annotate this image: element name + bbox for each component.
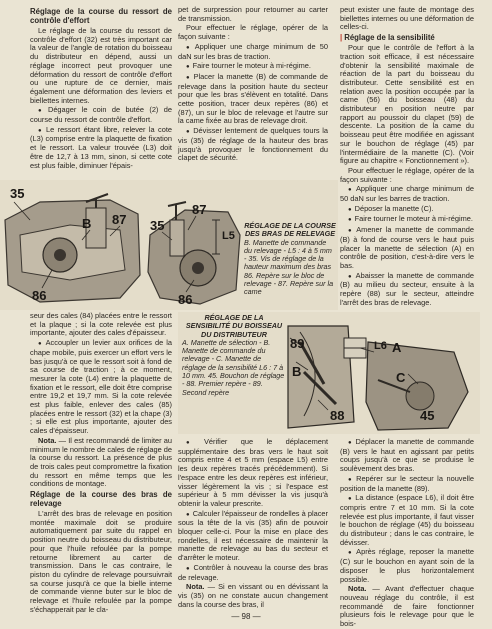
callout-label: 35: [10, 186, 25, 201]
figure-caption: [182, 314, 286, 397]
bullet-item: ● Calculer l'épaisseur de rondelles à placer sous la tête de la vis (35) afin de pouvoir bloquer celle-ci. Pour la mise en place des rondelles, il est nécessaire de maintenir la manette de relevage au bas du secteur et d'arrêter le moteur.: [178, 510, 328, 563]
paragraph: Pour effectuer le réglage, opérer de la façon suivante :: [178, 23, 328, 42]
callout-label: 86: [178, 292, 193, 307]
left-column-bottom: [30, 311, 172, 614]
bullet-item: ● Placer la manette (B) de commande de relevage dans la position haute du secteur pour que les bras s'élèvent en totalité. Dans cette position, tracer deux repères (86) et (87), un sur le bloc de relevage et l'autre sur la came fixée au bras de relevage droit.: [178, 73, 328, 126]
bullet-item: ● Faire tourner le moteur à mi-régime.: [340, 215, 474, 225]
callout-label: 87: [112, 212, 127, 227]
paragraph: Le réglage de la course du ressort de contrôle d'effort (32) est très important car la valeur de l'angle de rotation du boisseau du distributeur en dépend, aussi un réglage incorrect peut provoquer une déformation du ressort de contrôle d'effort ou une rupture de ce dernier, mais également une déformation des leviers et biellettes internes.: [30, 26, 172, 105]
right-column-top: [340, 6, 474, 308]
paragraph: Pour effectuer le réglage, opérer de la façon suivante :: [340, 165, 474, 184]
paragraph: L'arrêt des bras de relevage en position montée maximale doit se produire automatiquement par suite du rappel en position neutre du boisseau du distributeur, pour que l'huile refoulée par la pompe retourne librement au carter de transmission. Dans le cas contraire, le piston du cylindre de relevage poursuivrait sa course jusqu'à ce que la bielle interne de commande vienne buter sur le bloc de relevage et l'huile refoulée par la pompe s'échapperait par le cla-: [30, 509, 172, 614]
paragraph: Pour que le contrôle de l'effort à la traction soit efficace, il est nécessaire d'obtenir la sensibilité maximale de réaction de la part du boisseau du distributeur. Cette sensibilité est en relation avec la position occupée par la came (56) du boisseau (48) du distributeur en position neutre par rapport au poussoir du clapet (59) de descente. La position de la came du boisseau peut être modifiée en agissant sur le bouchon de réglage (45) par l'intermédiaire de la manette (C). (Voir figure au chapitre « Fonctionnement »).: [340, 43, 474, 166]
bullet-item: ● Repérer sur le secteur la nouvelle position de la manette (89).: [340, 475, 474, 493]
callout-label: 89: [290, 336, 305, 351]
note-paragraph: Nota. — Avant d'effectuer chaque nouveau réglage du contrôle, il est recommandé de faire fonctionner plusieurs fois le relevage pour que le bois-: [340, 584, 474, 629]
page-number: — 98 —: [231, 612, 261, 621]
section-title-spring: Réglage de la course du ressort de contrôle d'effort: [30, 7, 172, 25]
bullet-item: ● Après réglage, reposer la manette (C) sur le bouchon en ayant soin de la disposer le plus horizontalement possible.: [340, 548, 474, 584]
callout-label: C: [396, 370, 406, 385]
bullet-item: ● Vérifier que le déplacement supplémentaire des bras vers le haut soit compris entre 4 et 5 mm (espace L5) entre les deux repères tracés précédemment). Si l'espace entre les deux repères est inférieur, visser légèrement la vis ; si l'espace est supérieur à 5 mm dévisser la vis jusqu'à obtenir la valeur prescrite.: [178, 438, 328, 509]
bullet-item: ● Déposer la manette (C).: [340, 205, 474, 215]
callout-label: 87: [192, 202, 207, 217]
bullet-item: ● Contrôler à nouveau la course des bras de relevage.: [178, 564, 328, 582]
bullet-item: ● Abaisser la manette de commande (B) au milieu du secteur, ensuite à la repère (88) sur le secteur, atteindre l'arrêt des bras de relevage.: [340, 272, 474, 308]
bullet-item: ● La distance (espace L6), il doit être compris entre 7 et 10 mm. Si la cote relevée est plus importante, il faut visser le bouchon de réglage (45) du boisseau du distributeur ; dans le cas contraire, le dévisser.: [340, 494, 474, 547]
left-column-top: [30, 6, 172, 182]
bullet-item: ● Déplacer la manette de commande (B) vers le haut en agissant par petits coups jusqu'à ce que se produise le soulèvement des bras.: [340, 438, 474, 474]
paragraph: peut exister une faute de montage des biellettes internes ou une déformation de celles-ci.: [340, 5, 474, 32]
note-paragraph: Nota. — Si en vissant ou en dévissant la vis (35) on ne constate aucun changement dans la course des bras, il: [178, 582, 329, 609]
right-column-bottom: [340, 437, 475, 629]
note-paragraph: Nota. — Il est recommandé de limiter au minimum le nombre de cales de réglage de la course du ressort. La présence de plus de trois cales peut compromettre la fixation du ressort en même temps que les conditions de montage.: [30, 435, 172, 489]
bullet-item: ● Le ressort étant libre, relever la cote (L3) comprise entre la plaquette de fixation et le ressort. La valeur trouvée (L3) doit être de 12,7 à 13 mm, sinon, si cette cote est plus faible, diminuer l'épais-: [30, 126, 172, 171]
bullet-item: ● Appliquer une charge minimum de 50 daN sur les barres de traction.: [340, 185, 474, 203]
figure-caption: [244, 222, 336, 297]
callout-label: 45: [420, 408, 435, 423]
callout-label: B: [292, 364, 302, 379]
section-title-sensitivity: | Réglage de la sensibilité: [340, 33, 435, 43]
bullet-item: ● Accoupler un levier aux orifices de la chape mobile, puis exercer un effort vers le bas jusqu'à ce que le ressort soit à fond de sa course de traction ; à ce moment, mesurer la cote (L4) entre la plaquette de fixation et le ressort, elle doit être comprise entre 19,2 et 19,7 mm. Si la cote relevée est plus faible, enlever des cales (85) placées entre le ressort (32) et la chape (3) ; si elle est plus importante, ajouter des cales d'épaisseur.: [30, 339, 172, 436]
figure-title: RÉGLAGE DE LA COURSE DES BRAS DE RELEVAGE: [244, 221, 336, 239]
callout-label: 86: [32, 288, 47, 303]
bullet-item: ● Amener la manette de commande (B) à fond de course vers le haut puis placer la manette de sélection (A) en contrôle de position, c'est-à-dire vers le bas.: [340, 226, 474, 271]
figure-spool-sensitivity: [178, 312, 480, 434]
figure-legend: B. Manette de commande du relevage - L5 : 4 à 5 mm - 35. Vis de réglage de la hauteur maximum des bras 86. Repère sur le bloc de relevage - 87. Repère sur la came: [244, 237, 334, 297]
middle-column-bottom: [178, 438, 328, 610]
callout-label: A: [392, 340, 402, 355]
middle-column-top: [178, 6, 328, 180]
figure-legend: A. Manette de sélection - B. Manette de commande du relevage - C. Manette de réglage de la sensibilité L6 : 7 à 10 mm. 45. Bouchon de réglage - 88. Premier repère - 89. Second repère: [182, 337, 285, 397]
callout-label: B: [82, 216, 92, 231]
callout-label: L5: [222, 230, 235, 242]
paragraph: pet de surpression pour retourner au carter de transmission.: [178, 5, 328, 23]
paragraph: seur des cales (84) placées entre le ressort et la plaque ; si la cote relevée est plus importante, ajouter des cales d'épaisseur.: [30, 311, 172, 338]
callout-label: 88: [330, 408, 345, 423]
callout-label: L6: [374, 340, 387, 352]
bullet-item: ● Dégager le coin de butée (2) de course du ressort de contrôle d'effort.: [30, 106, 172, 124]
red-pen-mark-icon: |: [340, 33, 343, 43]
section-title-arm-stroke: Réglage de la course des bras de relevage: [30, 490, 172, 509]
figure-title: RÉGLAGE DE LA SENSIBILITÉ DU BOISSEAU DU DISTRIBUTEUR: [185, 313, 283, 339]
bullet-item: ● Faire tourner le moteur à mi-régime.: [178, 62, 328, 72]
bullet-item: ● Dévisser lentement de quelques tours la vis (35) de réglage de la hauteur des bras jusqu'à provoquer le fonctionnement du clapet de sécurité.: [178, 127, 328, 163]
bullet-item: ● Appliquer une charge minimum de 50 daN sur les bras de traction.: [178, 43, 328, 61]
callout-label: 35: [150, 218, 165, 233]
figure-arm-stroke-adjustment: [0, 180, 338, 310]
